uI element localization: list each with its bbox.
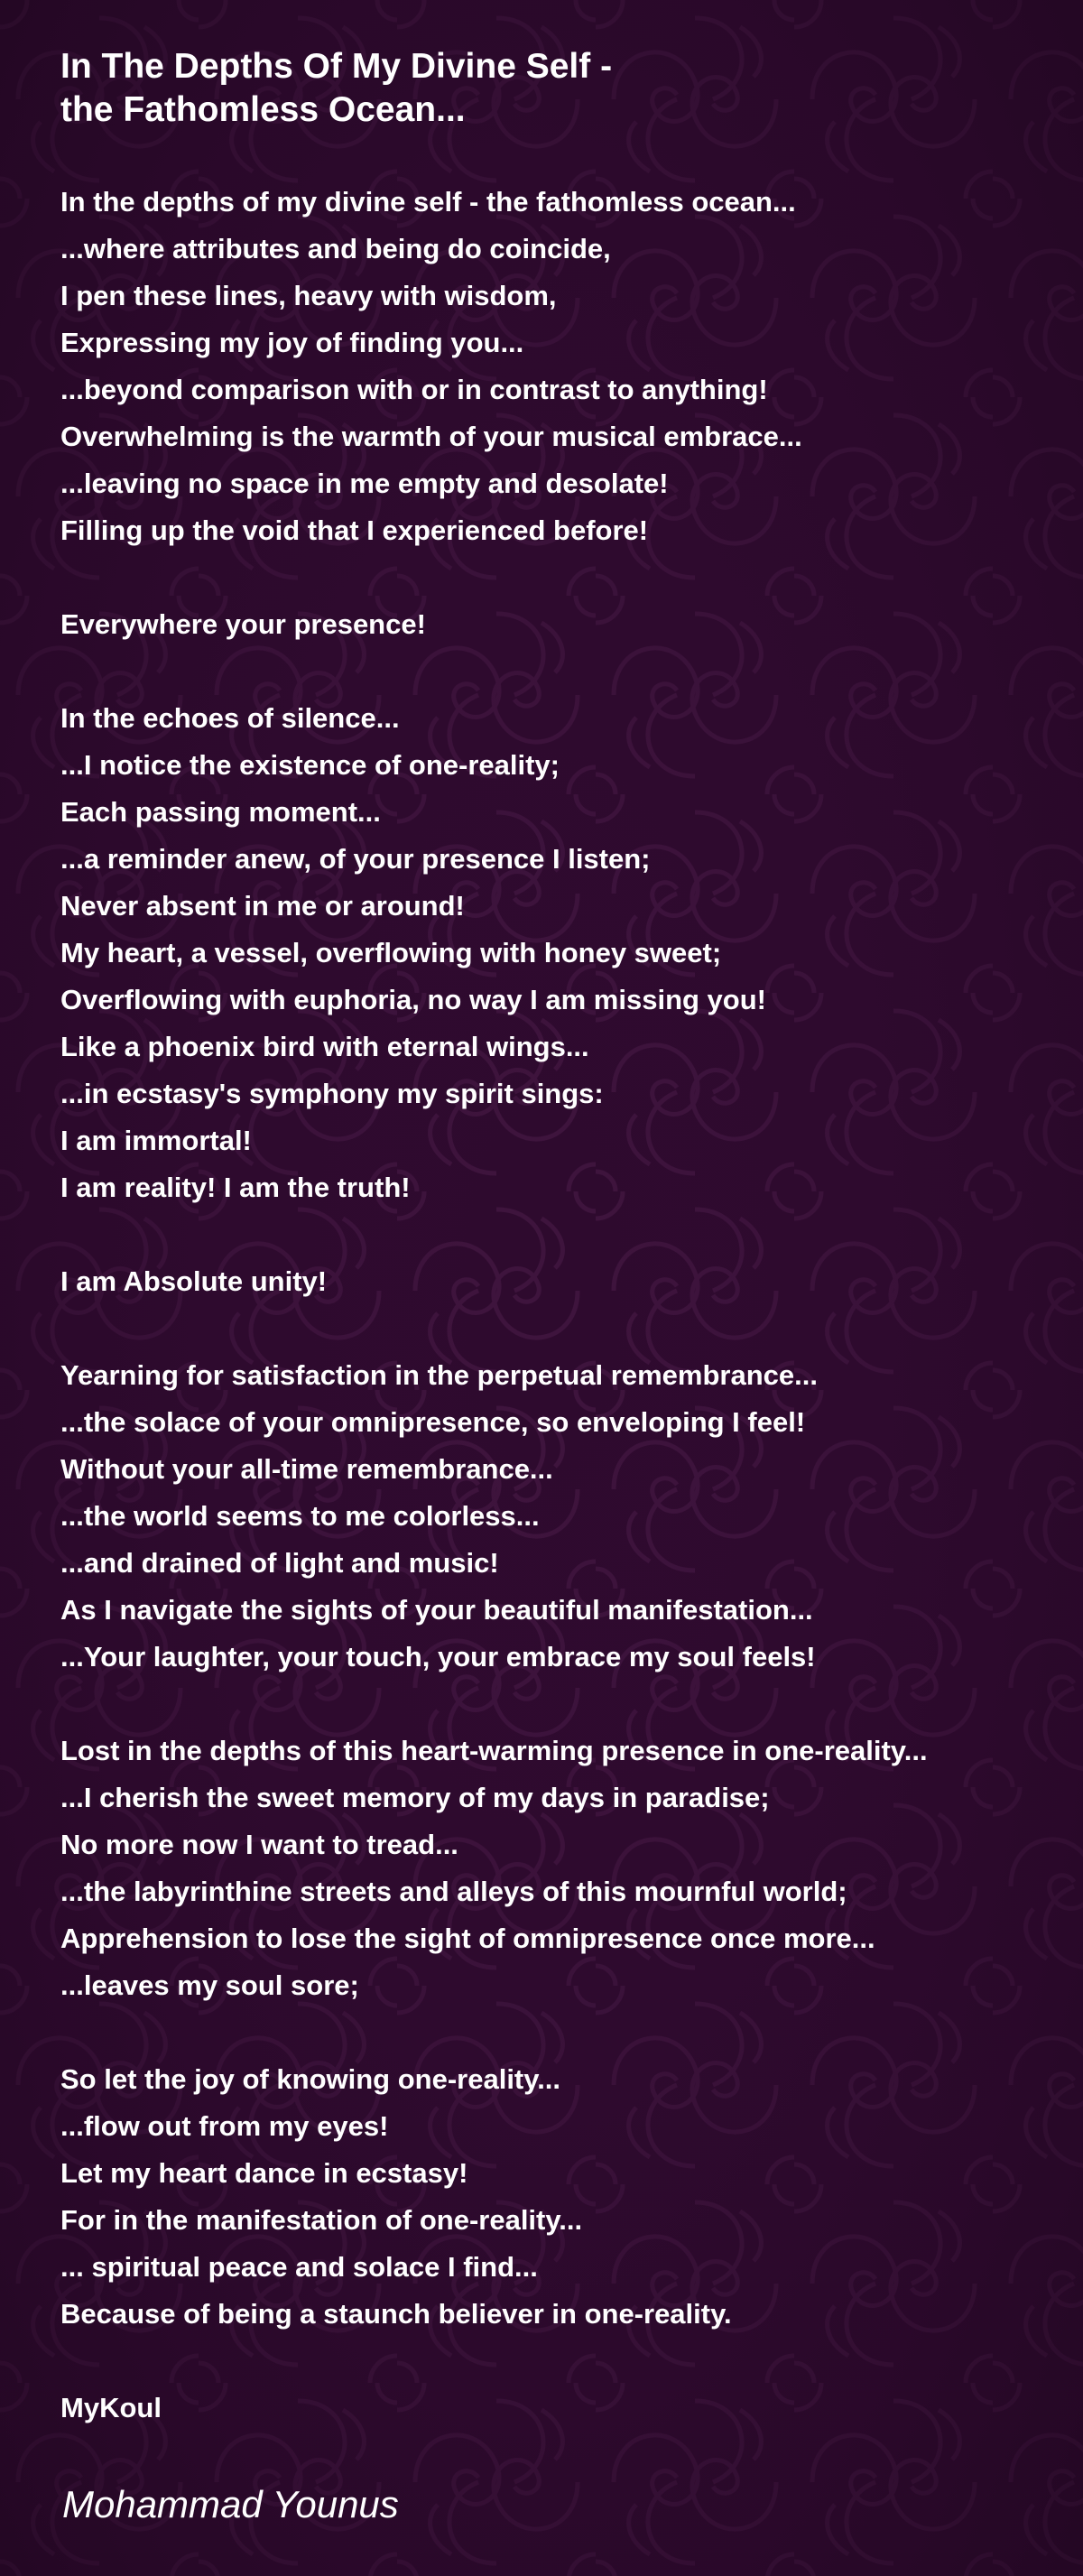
poem-line: ...the solace of your omnipresence, so enveloping I feel! <box>60 1406 806 1438</box>
poem-line: In the echoes of silence... <box>60 702 400 734</box>
poem-line: ...leaving no space in me empty and desolate! <box>60 468 669 499</box>
poem-line: Lost in the depths of this heart-warming presence in one-reality... <box>60 1735 928 1766</box>
poem-line: For in the manifestation of one-reality... <box>60 2204 583 2236</box>
poem-line: ...I cherish the sweet memory of my days in paradise; <box>60 1782 770 1813</box>
poem-line: I am immortal! <box>60 1125 252 1156</box>
poem-line: I am Absolute unity! <box>60 1265 328 1297</box>
poem-stanza <box>60 2056 1062 2338</box>
poem-line: No more now I want to tread... <box>60 1829 458 1860</box>
poem-title-line: the Fathomless Ocean... <box>60 90 466 129</box>
poem-line: I pen these lines, heavy with wisdom, <box>60 280 557 311</box>
author-name: Mohammad Younus <box>62 2483 399 2525</box>
poem-line: Because of being a staunch believer in one-reality. <box>60 2298 732 2330</box>
poem-body <box>60 179 1062 2338</box>
poem-line: Let my heart dance in ecstasy! <box>60 2157 468 2189</box>
poem-line: ...where attributes and being do coincide, <box>60 233 611 264</box>
poem-line: Apprehension to lose the sight of omnipresence once more... <box>60 1923 875 1954</box>
poem-line: ...a reminder anew, of your presence I listen; <box>60 843 651 875</box>
poem-line: Like a phoenix bird with eternal wings... <box>60 1031 589 1062</box>
poem-stanza <box>60 179 1062 554</box>
poem-line: My heart, a vessel, overflowing with honey sweet; <box>60 937 722 968</box>
poem-line: ...leaves my soul sore; <box>60 1969 359 2001</box>
poem-signoff: MyKoul <box>60 2392 162 2423</box>
poem-line: ...Your laughter, your touch, your embrace my soul feels! <box>60 1641 816 1673</box>
poem-line: Overwhelming is the warmth of your musical embrace... <box>60 421 802 452</box>
poem-line: ...beyond comparison with or in contrast to anything! <box>60 374 768 405</box>
poem-line: ...the labyrinthine streets and alleys of this mournful world; <box>60 1876 847 1907</box>
poem-stanza <box>60 1352 1062 1681</box>
poem-stanza <box>60 695 1062 1211</box>
poem-stanza <box>60 1258 1062 1305</box>
poem-stanza <box>60 601 1062 648</box>
poem-content <box>60 45 1062 2432</box>
poem-line: Each passing moment... <box>60 796 381 828</box>
poem-line: ...I notice the existence of one-reality; <box>60 749 560 781</box>
poem-line: Everywhere your presence! <box>60 608 426 640</box>
poem-line: Expressing my joy of finding you... <box>60 327 524 358</box>
poem-line: Overflowing with euphoria, no way I am missing you! <box>60 984 766 1015</box>
poem-stanza <box>60 1728 1062 2009</box>
poem-line: ... spiritual peace and solace I find... <box>60 2251 538 2283</box>
poem-line: In the depths of my divine self - the fathomless ocean... <box>60 186 796 218</box>
poem-line: As I navigate the sights of your beautiful manifestation... <box>60 1594 813 1626</box>
poem-title-line: In The Depths Of My Divine Self - <box>60 47 613 86</box>
poem-line: So let the joy of knowing one-reality... <box>60 2063 561 2095</box>
poem-line: Yearning for satisfaction in the perpetual remembrance... <box>60 1359 818 1391</box>
poem-line: Filling up the void that I experienced before! <box>60 514 649 546</box>
poem-line: Never absent in me or around! <box>60 890 465 922</box>
poem-line: ...the world seems to me colorless... <box>60 1500 540 1532</box>
poem-line: I am reality! I am the truth! <box>60 1172 411 1203</box>
poem-line: ...in ecstasy's symphony my spirit sings: <box>60 1078 604 1109</box>
poem-line: Without your all-time remembrance... <box>60 1453 553 1485</box>
poem-line: ...and drained of light and music! <box>60 1547 499 1579</box>
poem-title <box>60 45 1062 132</box>
poem-line: ...flow out from my eyes! <box>60 2110 389 2142</box>
